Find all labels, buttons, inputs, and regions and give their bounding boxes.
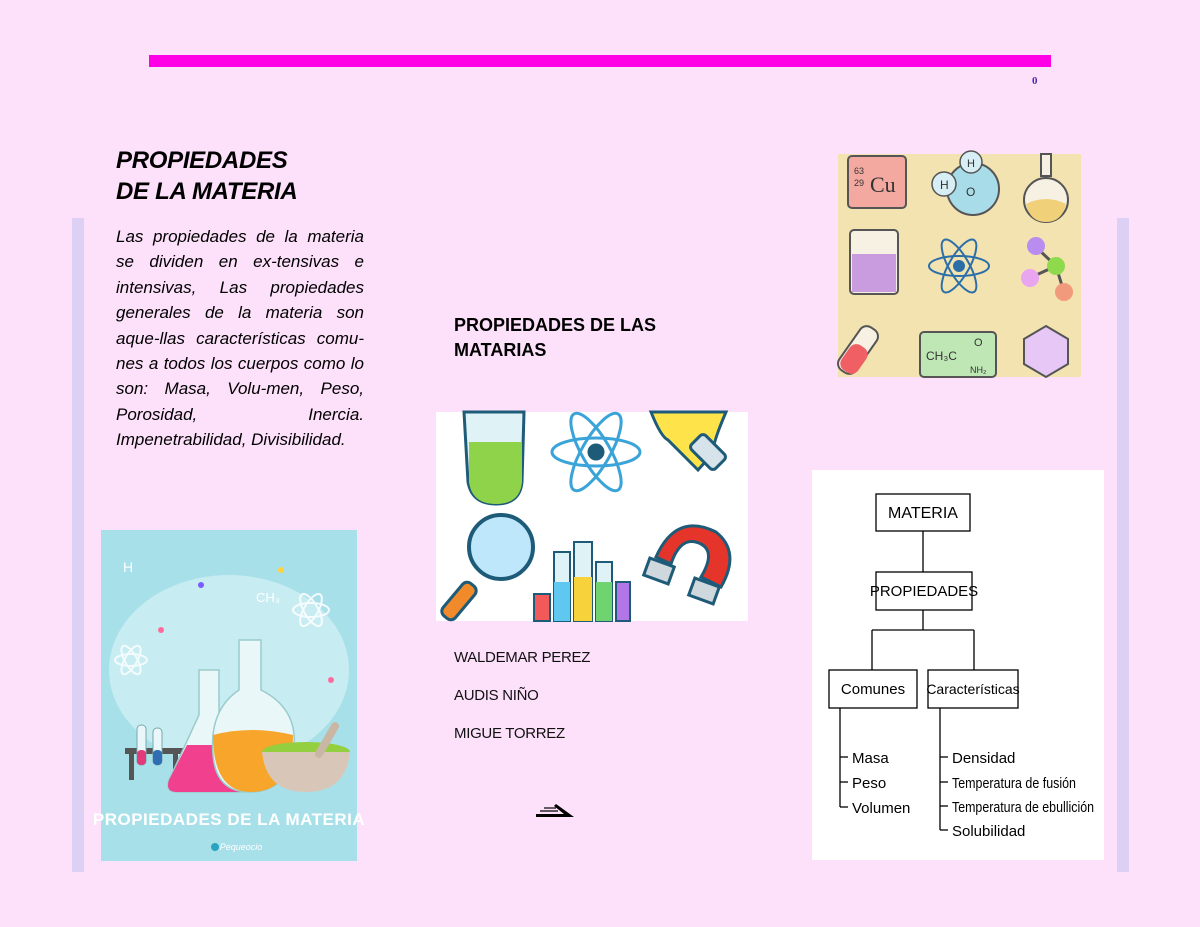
right-item: Temperatura de fusión (952, 775, 1076, 792)
round-flask-icon (1024, 154, 1068, 222)
node-materia: MATERIA (888, 505, 958, 522)
author-name: AUDIS NIÑO (454, 687, 539, 704)
beaker-green-icon (464, 412, 524, 504)
svg-text:CH₃C: CH₃C (926, 349, 957, 363)
node-caracteristicas: Características (926, 681, 1020, 697)
svg-text:H: H (940, 178, 949, 192)
svg-text:63: 63 (854, 166, 865, 176)
benzene-ring-icon (1024, 326, 1068, 377)
main-title-line-2: DE LA MATERIA (116, 178, 298, 205)
chemistry-tiles-svg (838, 154, 1081, 377)
svg-text:NH₂: NH₂ (970, 365, 987, 375)
svg-text:29: 29 (854, 178, 865, 188)
section-title (454, 313, 734, 363)
element-tile-icon (848, 156, 906, 208)
cover-illustration-svg (92, 530, 366, 861)
properties-concept-map (812, 470, 1104, 860)
molecule-model-icon (1021, 237, 1073, 301)
page-number: 0 (1032, 75, 1038, 87)
right-item: Solubilidad (952, 823, 1026, 840)
main-title-line-1: PROPIEDADES (116, 147, 288, 174)
svg-text:O: O (966, 185, 976, 199)
beaker-purple-icon (850, 230, 898, 294)
left-item: Masa (852, 750, 889, 767)
node-comunes: Comunes (840, 681, 906, 698)
science-icons-illustration (436, 412, 748, 621)
main-title (116, 145, 376, 207)
section-title-line-1: PROPIEDADES DE LAS (454, 315, 657, 335)
svg-text:Cu: Cu (870, 172, 896, 197)
magnifier-icon (439, 515, 533, 622)
atom-icon (552, 407, 640, 497)
section-title-line-2: MATARIAS (454, 340, 547, 360)
concept-map-svg (812, 470, 1104, 860)
left-side-strip (72, 218, 84, 872)
science-icons-svg (436, 412, 748, 621)
author-list (454, 648, 590, 762)
test-tubes-icon (534, 542, 630, 621)
lightbulb-icon (651, 412, 727, 471)
left-item: Volumen (852, 800, 911, 817)
formula-doodle-b: CH₃ (256, 590, 281, 605)
svg-text:H: H (967, 158, 975, 170)
magnet-icon (644, 526, 730, 604)
header-accent-bar (149, 55, 1051, 67)
right-item: Temperatura de ebullición (952, 799, 1094, 816)
formula-doodle-a: H (123, 559, 134, 575)
arrow-right-icon (534, 802, 576, 820)
chemistry-tiles-illustration (838, 154, 1081, 377)
cover-illustration (92, 530, 366, 861)
cover-brand: Pequeocio (219, 842, 263, 852)
node-propiedades: PROPIEDADES (869, 583, 979, 600)
intro-paragraph: Las propiedades de la materia se dividen en ex-tensivas e intensivas, Las propiedades generales de la materia son aque-llas características comu-nes a todos los cuerpos como lo son: Masa, Volu-men, Peso, Porosidad, Inercia. Impenetrabilidad, Divisibilidad. (116, 227, 364, 450)
right-side-strip (1117, 218, 1129, 872)
author-name: WALDEMAR PEREZ (454, 649, 591, 666)
formula-tile-icon (920, 332, 996, 377)
right-item: Densidad (952, 750, 1016, 767)
left-item: Peso (852, 775, 887, 792)
atom-tile-icon (929, 235, 989, 297)
water-molecule-icon (932, 151, 999, 215)
cover-title: PROPIEDADES DE LA MATERIA (92, 810, 366, 829)
brand-logo-icon (211, 843, 219, 851)
author-name: MIGUE TORREZ (454, 725, 565, 742)
test-tube-pour-icon (835, 323, 881, 377)
svg-text:O: O (974, 337, 983, 349)
